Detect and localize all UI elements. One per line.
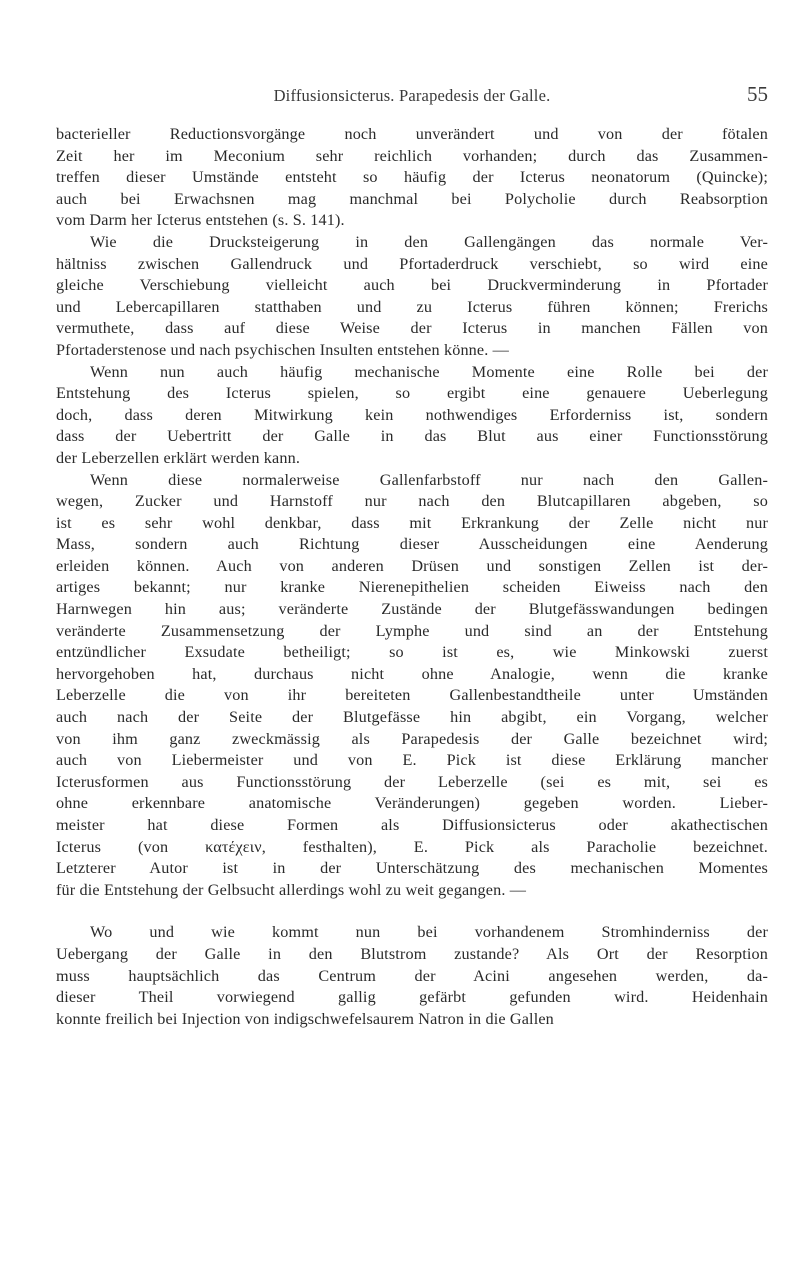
- paragraph: [56, 124, 768, 232]
- text-line: auch nach der Seite der Blutgefässe hin abgibt, ein Vorgang, welcher: [56, 708, 768, 727]
- text-line: Uebergang der Galle in den Blutstrom zustande? Als Ort der Resorption: [56, 944, 768, 963]
- text-line: doch, dass deren Mitwirkung kein nothwendiges Erforderniss ist, sondern: [56, 405, 768, 424]
- text-line: Wenn nun auch häufig mechanische Momente eine Rolle bei der: [90, 362, 768, 381]
- paragraph: [56, 362, 768, 470]
- text-line: Wie die Drucksteigerung in den Gallengängen das normale Ver-: [90, 232, 768, 251]
- body-text: [56, 124, 768, 1030]
- text-line: Zeit her im Meconium sehr reichlich vorhanden; durch das Zusammen-: [56, 146, 768, 165]
- text-line: Wo und wie kommt nun bei vorhandenem Stromhinderniss der: [90, 923, 768, 942]
- page-number: 55: [747, 82, 768, 106]
- text-line: erleiden können. Auch von anderen Drüsen und sonstigen Zellen ist der-: [56, 556, 768, 575]
- paragraph-gap: [56, 901, 768, 922]
- text-line: entzündlicher Exsudate betheiligt; so ist es, wie Minkowski zuerst: [56, 643, 768, 662]
- paragraph: [56, 232, 768, 362]
- text-line: bacterieller Reductionsvorgänge noch unverändert und von der fötalen: [56, 125, 768, 143]
- text-line: auch von Liebermeister und von E. Pick ist diese Erklärung mancher: [56, 751, 768, 770]
- paragraph: [56, 470, 768, 902]
- text-line: der Leberzellen erklärt werden kann.: [56, 448, 301, 467]
- text-line: Leberzelle die von ihr bereiteten Gallenbestandtheile unter Umständen: [56, 686, 768, 705]
- text-line: ist es sehr wohl denkbar, dass mit Erkrankung der Zelle nicht nur: [56, 513, 768, 532]
- text-line: dieser Theil vorwiegend gallig gefärbt gefunden wird. Heidenhain: [56, 988, 768, 1007]
- text-line: meister hat diese Formen als Diffusionsicterus oder akathectischen: [56, 816, 768, 834]
- text-line: konnte freilich bei Injection von indigschwefelsaurem Natron in die Gallen: [56, 1009, 554, 1028]
- text-line: Mass, sondern auch Richtung dieser Ausscheidungen eine Aenderung: [56, 535, 768, 554]
- running-header: [56, 82, 768, 116]
- text-line: gleiche Verschiebung vielleicht auch bei Druckverminderung in Pfortader: [56, 276, 768, 295]
- text-line: vermuthete, dass auf diese Weise der Icterus in manchen Fällen von: [56, 319, 768, 338]
- text-line: auch bei Erwachsnen mag manchmal bei Polycholie durch Reabsorption: [56, 189, 768, 208]
- text-line: artiges bekannt; nur kranke Nierenepithelien scheiden Eiweiss nach den: [56, 578, 768, 597]
- paragraph: [56, 922, 768, 1030]
- running-title: Diffusionsicterus. Parapedesis der Galle.: [273, 86, 551, 105]
- text-line: veränderte Zusammensetzung der Lymphe und sind an der Entstehung: [56, 621, 768, 640]
- text-line: Entstehung des Icterus spielen, so ergibt eine genauere Ueberlegung: [56, 384, 768, 403]
- text-line: Letzterer Autor ist in der Unterschätzung des mechanischen Momentes: [56, 859, 768, 878]
- text-line: von ihm ganz zweckmässig als Parapedesis der Galle bezeichnet wird;: [56, 729, 768, 748]
- text-line: Harnwegen hin aus; veränderte Zustände der Blutgefässwandungen bedingen: [56, 600, 768, 619]
- text-line: wegen, Zucker und Harnstoff nur nach den Blutcapillaren abgeben, so: [56, 492, 768, 511]
- text-line: hältniss zwischen Gallendruck und Pfortaderdruck verschiebt, so wird eine: [56, 254, 768, 273]
- text-line: für die Entstehung der Gelbsucht allerdings wohl zu weit gegangen. —: [56, 880, 527, 899]
- text-line: hervorgehoben hat, durchaus nicht ohne Analogie, wenn die kranke: [56, 664, 768, 683]
- text-line: vom Darm her Icterus entstehen (s. S. 141).: [56, 211, 345, 230]
- text-line: treffen dieser Umstände entsteht so häufig der Icterus neonatorum (Quincke);: [56, 168, 768, 187]
- text-line: Icterus (von κατέχειν, festhalten), E. Pick als Paracholie bezeichnet.: [56, 837, 768, 856]
- text-line: Pfortaderstenose und nach psychischen Insulten entstehen könne. —: [56, 340, 509, 359]
- text-line: dass der Uebertritt der Galle in das Blut aus einer Functionsstörung: [56, 427, 768, 446]
- text-line: muss hauptsächlich das Centrum der Acini angesehen werden, da-: [56, 966, 768, 985]
- text-line: und Lebercapillaren statthaben und zu Icterus führen können; Frerichs: [56, 297, 768, 316]
- text-line: Icterusformen aus Functionsstörung der Leberzelle (sei es mit, sei es: [56, 772, 768, 791]
- text-line: Wenn diese normalerweise Gallenfarbstoff nur nach den Gallen-: [90, 470, 768, 489]
- text-line: ohne erkennbare anatomische Veränderungen) gegeben worden. Lieber-: [56, 794, 768, 813]
